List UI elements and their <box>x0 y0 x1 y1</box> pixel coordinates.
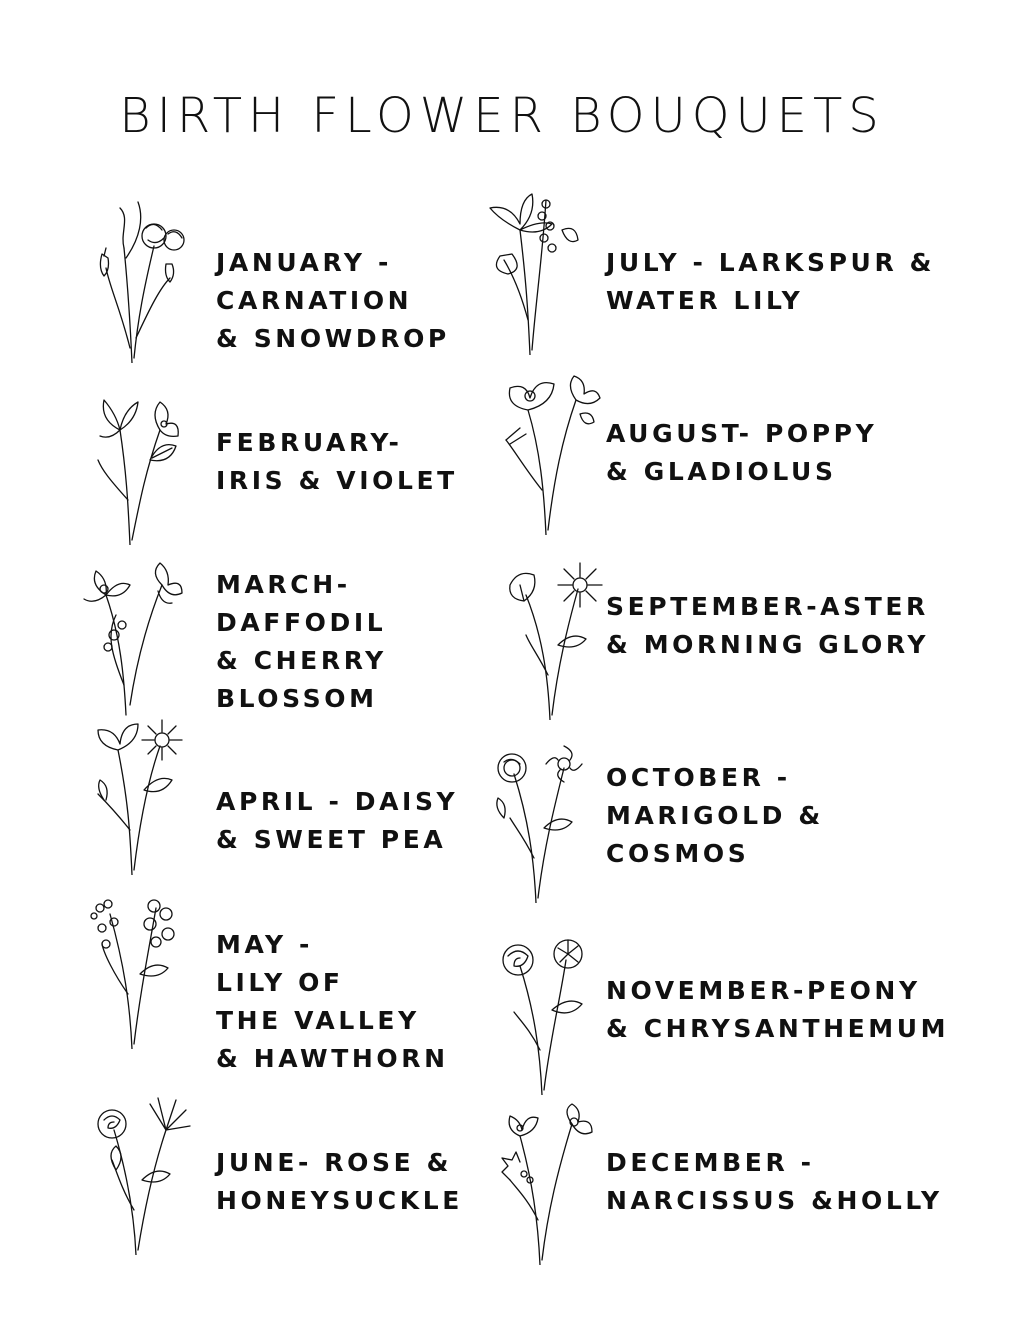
rose-honeysuckle-bouquet-icon <box>86 1090 196 1255</box>
label-line: JUNE- ROSE & <box>216 1148 452 1177</box>
month-label-september <box>606 588 929 664</box>
carnation-snowdrop-bouquet-icon <box>80 198 190 363</box>
poppy-gladiolus-bouquet-icon <box>496 370 606 535</box>
label-line: DECEMBER - <box>606 1148 815 1177</box>
label-line: DAFFODIL <box>216 608 387 637</box>
label-line: OCTOBER - <box>606 763 791 792</box>
month-label-august <box>606 415 877 491</box>
label-line: & HAWTHORN <box>216 1044 449 1073</box>
lily-of-the-valley-hawthorn-bouquet-icon <box>84 884 194 1049</box>
label-line: SEPTEMBER-ASTER <box>606 592 929 621</box>
label-line: NOVEMBER-PEONY <box>606 976 921 1005</box>
label-line: HONEYSUCKLE <box>216 1186 463 1215</box>
month-label-november <box>606 972 949 1048</box>
larkspur-water-lily-bouquet-icon <box>480 190 590 355</box>
label-line: & MORNING GLORY <box>606 630 930 659</box>
month-label-january <box>216 244 450 358</box>
label-line: MAY - <box>216 930 314 959</box>
label-line: CARNATION <box>216 286 413 315</box>
label-line: JULY - LARKSPUR & <box>606 248 936 277</box>
narcissus-holly-bouquet-icon <box>488 1100 598 1265</box>
label-line: APRIL - DAISY <box>216 787 459 816</box>
label-line: THE VALLEY <box>216 1006 420 1035</box>
month-label-december <box>606 1144 943 1220</box>
label-line: BLOSSOM <box>216 684 378 713</box>
label-line: JANUARY - <box>216 248 392 277</box>
page-title: BIRTH FLOWER BOUQUETS <box>119 88 885 144</box>
month-label-february <box>216 424 458 500</box>
label-line: & CHERRY <box>216 646 387 675</box>
label-line: NARCISSUS &HOLLY <box>606 1186 943 1215</box>
label-line: MARCH- <box>216 570 351 599</box>
label-line: FEBRUARY- <box>216 428 403 457</box>
month-label-march <box>216 566 387 718</box>
month-label-october <box>606 759 824 873</box>
marigold-cosmos-bouquet-icon <box>484 738 594 903</box>
label-line: & SWEET PEA <box>216 825 447 854</box>
daisy-sweet-pea-bouquet-icon <box>84 710 194 875</box>
month-label-may <box>216 926 449 1078</box>
aster-morning-glory-bouquet-icon <box>498 555 608 720</box>
month-label-june <box>216 1144 463 1220</box>
label-line: COSMOS <box>606 839 750 868</box>
month-label-july <box>606 244 935 320</box>
label-line: MARIGOLD & <box>606 801 824 830</box>
peony-chrysanthemum-bouquet-icon <box>490 930 600 1095</box>
label-line: AUGUST- POPPY <box>606 419 878 448</box>
label-line: IRIS & VIOLET <box>216 466 458 495</box>
month-label-april <box>216 783 458 859</box>
iris-violet-bouquet-icon <box>80 380 190 545</box>
label-line: & CHRYSANTHEMUM <box>606 1014 950 1043</box>
label-line: WATER LILY <box>606 286 804 315</box>
daffodil-cherry-blossom-bouquet-icon <box>76 555 186 720</box>
label-line: LILY OF <box>216 968 344 997</box>
label-line: & SNOWDROP <box>216 324 450 353</box>
label-line: & GLADIOLUS <box>606 457 837 486</box>
